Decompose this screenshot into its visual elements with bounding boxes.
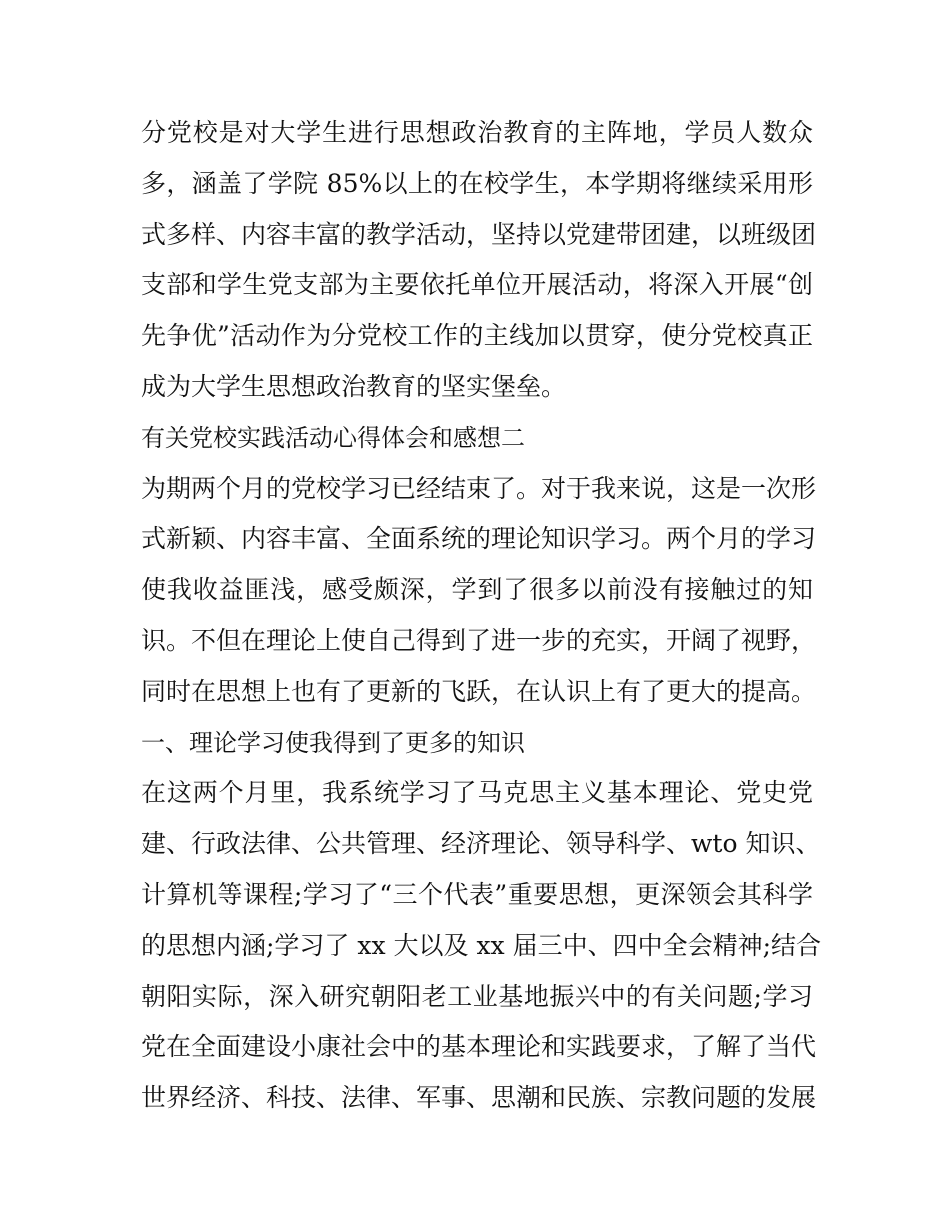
text-line-5: 先争优”活动作为分党校工作的主线加以贯穿，使分党校真正 xyxy=(141,321,813,351)
text-line-18: 朝阳实际，深入研究朝阳老工业基地振兴中的有关问题;学习 xyxy=(141,981,813,1011)
text-line-6: 成为大学生思想政治教育的坚实堡垒。 xyxy=(141,371,567,401)
text-line-17: 的思想内涵;学习了 xx 大以及 xx 届三中、四中全会精神;结合 xyxy=(141,930,822,960)
text-line-15: 建、行政法律、公共管理、经济理论、领导科学、wto 知识、 xyxy=(141,829,821,859)
text-line-20: 世界经济、科技、法律、军事、思潮和民族、宗教问题的发展 xyxy=(141,1083,817,1113)
text-line-16: 计算机等课程;学习了“三个代表”重要思想，更深领会其科学 xyxy=(141,879,813,909)
text-line-9: 式新颖、内容丰富、全面系统的理论知识学习。两个月的学习 xyxy=(141,524,817,554)
text-line-8: 为期两个月的党校学习已经结束了。对于我来说，这是一次形 xyxy=(141,473,817,503)
text-line-11: 识。不但在理论上使自己得到了进一步的充实，开阔了视野， xyxy=(141,625,817,655)
text-line-14: 在这两个月里，我系统学习了马克思主义基本理论、党史党 xyxy=(141,778,813,808)
section-heading-2: 有关党校实践活动心得体会和感想二 xyxy=(141,423,525,452)
subsection-heading-1: 一、理论学习使我得到了更多的知识 xyxy=(141,728,525,757)
text-line-2: 多，涵盖了学院 85%以上的在校学生，本学期将继续采用形 xyxy=(141,168,813,198)
text-line-10: 使我收益匪浅，感受颇深，学到了很多以前没有接触过的知 xyxy=(141,575,813,605)
document-body xyxy=(141,108,822,1124)
text-line-19: 党在全面建设小康社会中的基本理论和实践要求，了解了当代 xyxy=(141,1032,817,1062)
text-line-1: 分党校是对大学生进行思想政治教育的主阵地，学员人数众 xyxy=(141,118,813,147)
text-line-3: 式多样、内容丰富的教学活动，坚持以党建带团建，以班级团 xyxy=(141,219,817,249)
text-line-12: 同时在思想上也有了更新的飞跃，在认识上有了更大的提高。 xyxy=(141,676,817,706)
text-line-4: 支部和学生党支部为主要依托单位开展活动，将深入开展“创 xyxy=(141,270,813,300)
